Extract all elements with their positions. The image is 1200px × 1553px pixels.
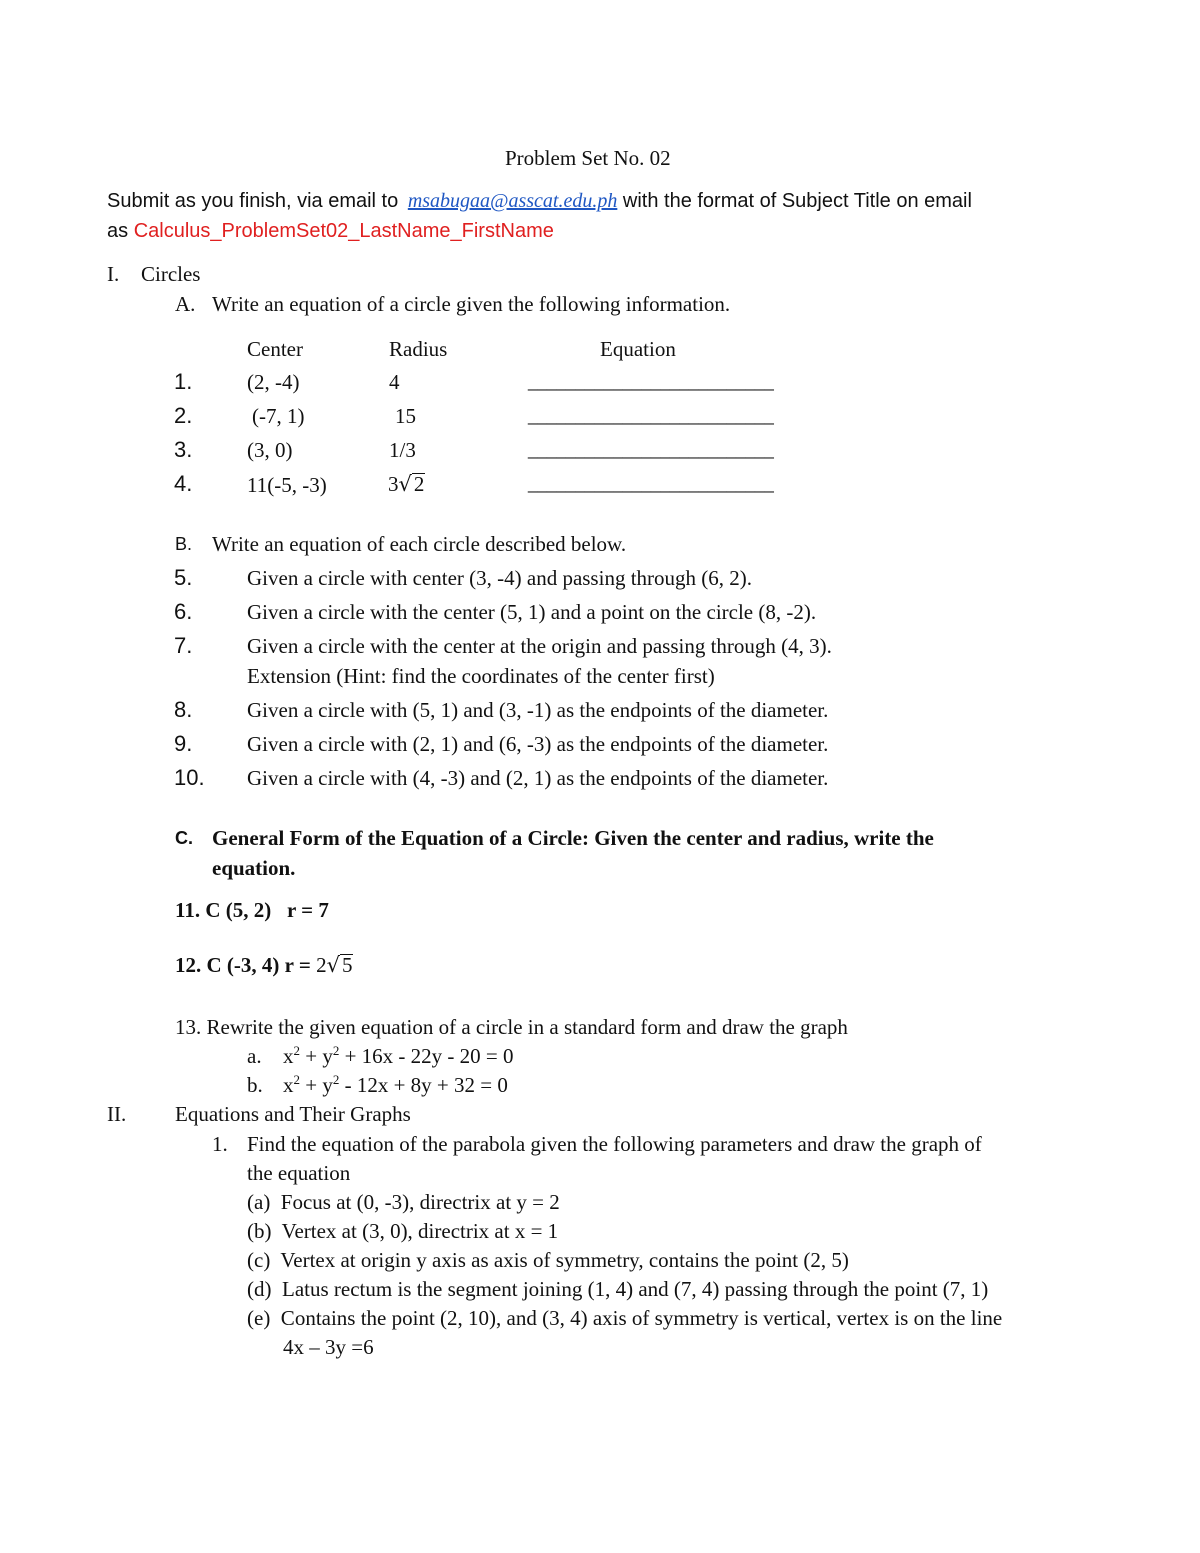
section-1-title: Circles — [141, 262, 201, 286]
row-1-radius: 4 — [389, 370, 400, 394]
square-root-icon: √2 — [398, 472, 425, 496]
row-4-radius — [388, 471, 425, 497]
header-radius: Radius — [389, 337, 448, 361]
parabola-part-e: (e) Contains the point (2, 10), and (3, 4) axis of symmetry is vertical, vertex is on the line — [247, 1306, 1003, 1330]
section-2-title: Equations and Their Graphs — [175, 1102, 411, 1126]
instructions-prefix: Submit as you finish, via email to — [107, 190, 399, 212]
item-9-number: 9. — [174, 731, 193, 756]
row-4-number: 4. — [174, 471, 193, 496]
instructions-line-1 — [107, 190, 972, 213]
row-3-center: (3, 0) — [247, 438, 293, 462]
item-8-number: 8. — [174, 697, 193, 722]
parabola-part-e-line-2: 4x – 3y =6 — [283, 1335, 374, 1359]
page-title: Problem Set No. 02 — [505, 146, 671, 170]
section-2-item-1-line-2: the equation — [247, 1161, 351, 1185]
square-root-icon: √5 — [326, 953, 353, 977]
eq-a-x: x — [283, 1044, 294, 1068]
row-3-radius: 1/3 — [389, 438, 416, 462]
eq-b-exp-2: 2 — [332, 1072, 340, 1087]
item-12-coefficient: 2 — [316, 953, 327, 977]
subject-format: Calculus_ProblemSet02_LastName_FirstName — [133, 220, 554, 242]
eq-a-exp-1: 2 — [293, 1043, 300, 1058]
item-10-text: Given a circle with (4, -3) and (2, 1) as the endpoints of the diameter. — [247, 766, 829, 790]
part-b-text: Write an equation of each circle described below. — [212, 532, 627, 556]
item-12 — [175, 952, 353, 978]
item-13a-label: a. — [247, 1044, 262, 1068]
row-1-center: (2, -4) — [247, 370, 300, 394]
part-a-letter: A. — [175, 292, 196, 316]
item-7-number: 7. — [174, 633, 193, 658]
row-2-answer-blank[interactable]: __________________________ — [528, 406, 774, 425]
row-4-center: 11(-5, -3) — [247, 473, 327, 497]
part-b-letter: B. — [175, 534, 193, 554]
item-6-number: 6. — [174, 599, 193, 624]
parabola-part-c: (c) Vertex at origin y axis as axis of symmetry, contains the point (2, 5) — [247, 1248, 849, 1272]
eq-a-y: + y — [300, 1044, 333, 1068]
item-13b-equation — [283, 1073, 508, 1098]
eq-b-rest: - 12x + 8y + 32 = 0 — [339, 1073, 508, 1097]
item-11: 11. C (5, 2) r = 7 — [175, 898, 329, 922]
parabola-part-d: (d) Latus rectum is the segment joining (1, 4) and (7, 4) passing through the point (7, 1) — [247, 1277, 989, 1301]
email-link[interactable]: msabugaa@asscat.edu.ph — [407, 190, 618, 212]
instructions-line-2 — [107, 220, 554, 243]
row-1-number: 1. — [174, 369, 193, 394]
row-2-center: (-7, 1) — [252, 404, 305, 428]
row-4-answer-blank[interactable]: __________________________ — [528, 474, 774, 493]
item-8-text: Given a circle with (5, 1) and (3, -1) as the endpoints of the diameter. — [247, 698, 829, 722]
row-1-answer-blank[interactable]: __________________________ — [528, 372, 774, 391]
row-3-number: 3. — [174, 437, 193, 462]
eq-a-rest: + 16x - 22y - 20 = 0 — [339, 1044, 514, 1068]
row-2-number: 2. — [174, 403, 193, 428]
section-2-item-1-line-1: Find the equation of the parabola given the following parameters and draw the graph of — [247, 1132, 982, 1156]
item-5-number: 5. — [174, 565, 193, 590]
row-4-radius-coefficient: 3 — [388, 472, 399, 496]
row-2-radius: 15 — [395, 404, 416, 428]
item-13b-label: b. — [247, 1073, 263, 1097]
section-1-numeral: I. — [107, 262, 120, 286]
item-6-text: Given a circle with the center (5, 1) and a point on the circle (8, -2). — [247, 600, 817, 624]
item-9-text: Given a circle with (2, 1) and (6, -3) as the endpoints of the diameter. — [247, 732, 829, 756]
row-3-answer-blank[interactable]: __________________________ — [528, 440, 774, 459]
extension-hint: Extension (Hint: find the coordinates of the center first) — [247, 664, 715, 688]
eq-b-x: x — [283, 1073, 294, 1097]
item-13-text: 13. Rewrite the given equation of a circle in a standard form and draw the graph — [175, 1015, 848, 1039]
header-center: Center — [247, 337, 303, 361]
row-4-radius-radicand: 2 — [413, 472, 425, 496]
part-c-text-line-1: General Form of the Equation of a Circle: Given the center and radius, write the — [212, 826, 934, 850]
part-c-letter: C. — [175, 828, 193, 848]
section-2-numeral: II. — [107, 1102, 127, 1126]
item-13a-equation — [283, 1044, 514, 1069]
section-2-item-1-number: 1. — [212, 1132, 228, 1156]
instructions-suffix: with the format of Subject Title on email — [622, 190, 972, 212]
eq-b-exp-1: 2 — [293, 1072, 300, 1087]
eq-a-exp-2: 2 — [332, 1043, 340, 1058]
part-a-text: Write an equation of a circle given the following information. — [212, 292, 731, 316]
item-7-text: Given a circle with the center at the origin and passing through (4, 3). — [247, 634, 832, 658]
parabola-part-b: (b) Vertex at (3, 0), directrix at x = 1 — [247, 1219, 559, 1243]
header-equation: Equation — [600, 337, 676, 361]
item-5-text: Given a circle with center (3, -4) and passing through (6, 2). — [247, 566, 753, 590]
item-10-number: 10. — [174, 765, 205, 790]
eq-b-y: + y — [300, 1073, 333, 1097]
item-12-label: 12. C (-3, 4) r = — [175, 953, 317, 977]
item-12-radicand: 5 — [341, 953, 353, 977]
parabola-part-a: (a) Focus at (0, -3), directrix at y = 2 — [247, 1190, 560, 1214]
part-c-text-line-2: equation. — [212, 856, 296, 880]
instructions-as: as — [107, 220, 129, 242]
